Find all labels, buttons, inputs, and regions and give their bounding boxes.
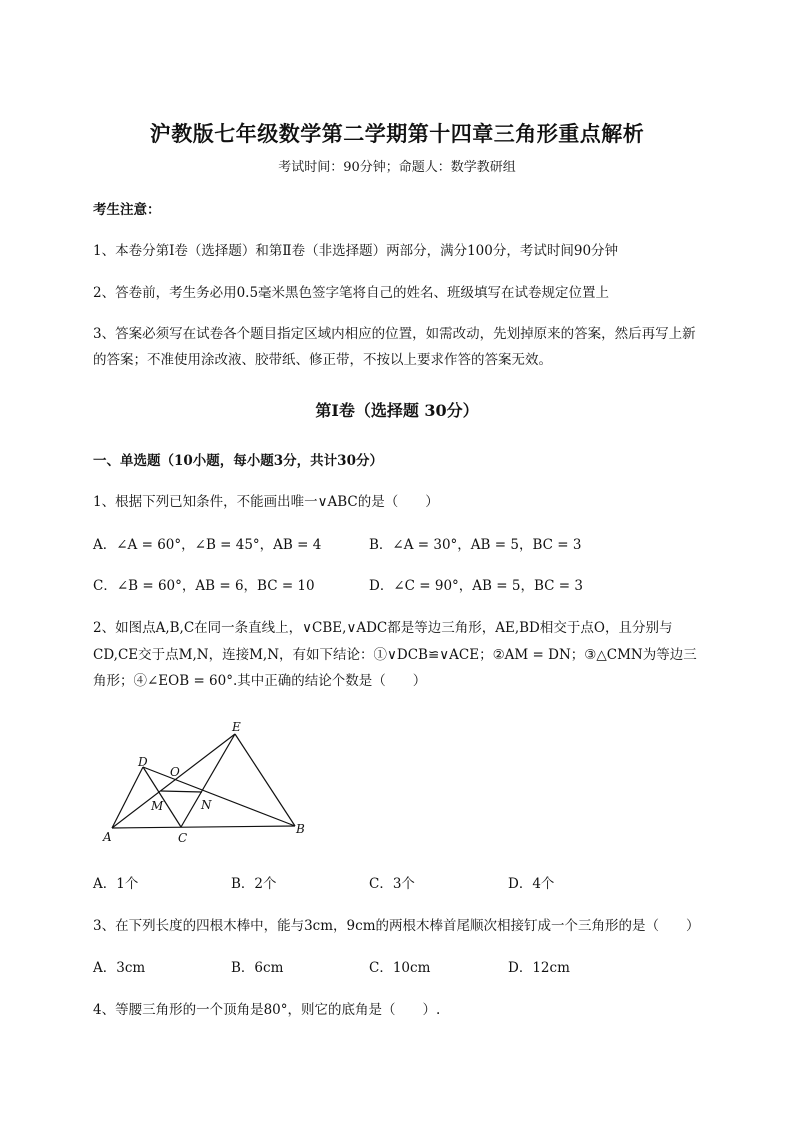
q2-line-3: 角形；④∠EOB = 60°.其中正确的结论个数是（ ） (93, 673, 427, 689)
q2-option-b[interactable]: B．2个 (231, 876, 277, 892)
q2-line-2: CD,CE交于点M,N，连接M,N，有如下结论：①∨DCB≌∨ACE；②AM = DN；③△CMN为等边三 (93, 647, 697, 663)
page-title: 沪教版七年级数学第二学期第十四章三角形重点解析 (149, 121, 645, 146)
q1-option-a[interactable]: A．∠A = 60°，∠B = 45°，AB = 4 (93, 537, 322, 553)
section-title: 第Ⅰ卷（选择题 30分） (315, 401, 479, 420)
notice-heading: 考生注意： (93, 202, 161, 218)
q2-line-1: 2、如图点A,B,C在同一条直线上，∨CBE,∨ADC都是等边三角形，AE,BD相交于点O，且分别与 (93, 620, 673, 636)
q2-triangle-figure (95, 712, 320, 852)
label-e: E (232, 720, 241, 734)
notice-item-3-cont: 的答案；不准使用涂改液、胶带纸、修正带，不按以上要求作答的答案无效。 (93, 352, 552, 368)
q3-option-d[interactable]: D．12cm (508, 960, 570, 976)
label-d: D (138, 755, 148, 769)
q3-stem: 3、在下列长度的四根木棒中，能与3cm，9cm的两根木棒首尾顺次相接钉成一个三角形的是（ ） (93, 918, 700, 934)
q1-option-c[interactable]: C．∠B = 60°，AB = 6，BC = 10 (93, 578, 315, 594)
notice-item-3: 3、答案必须写在试卷各个题目指定区域内相应的位置，如需改动，先划掉原来的答案，然后再写上新 (93, 326, 696, 342)
label-o: O (170, 765, 180, 779)
label-a: A (103, 830, 112, 844)
notice-item-2: 2、答卷前，考生务必用0.5毫米黑色签字笔将自己的姓名、班级填写在试卷规定位置上 (93, 285, 610, 301)
label-c: C (178, 831, 188, 845)
notice-item-1: 1、本卷分第Ⅰ卷（选择题）和第Ⅱ卷（非选择题）两部分，满分100分，考试时间90分钟 (93, 243, 619, 259)
q2-option-c[interactable]: C．3个 (369, 876, 415, 892)
q1-option-b[interactable]: B．∠A = 30°，AB = 5，BC = 3 (369, 537, 582, 553)
q2-option-d[interactable]: D．4个 (508, 876, 555, 892)
q3-option-a[interactable]: A．3cm (93, 960, 146, 976)
q2-option-a[interactable]: A．1个 (93, 876, 139, 892)
q3-option-b[interactable]: B．6cm (231, 960, 284, 976)
q1-stem: 1、根据下列已知条件，不能画出唯一∨ABC的是（ ） (93, 494, 439, 510)
page-subtitle: 考试时间：90分钟；命题人：数学教研组 (278, 160, 516, 175)
label-m: M (151, 799, 164, 813)
q3-option-c[interactable]: C．10cm (369, 960, 431, 976)
part-heading: 一、单选题（10小题，每小题3分，共计30分） (93, 453, 383, 469)
label-b: B (296, 822, 305, 836)
q1-option-d[interactable]: D．∠C = 90°，AB = 5，BC = 3 (369, 578, 583, 594)
label-n: N (201, 798, 212, 812)
q4-stem: 4、等腰三角形的一个顶角是80°，则它的底角是（ ）. (93, 1002, 441, 1018)
